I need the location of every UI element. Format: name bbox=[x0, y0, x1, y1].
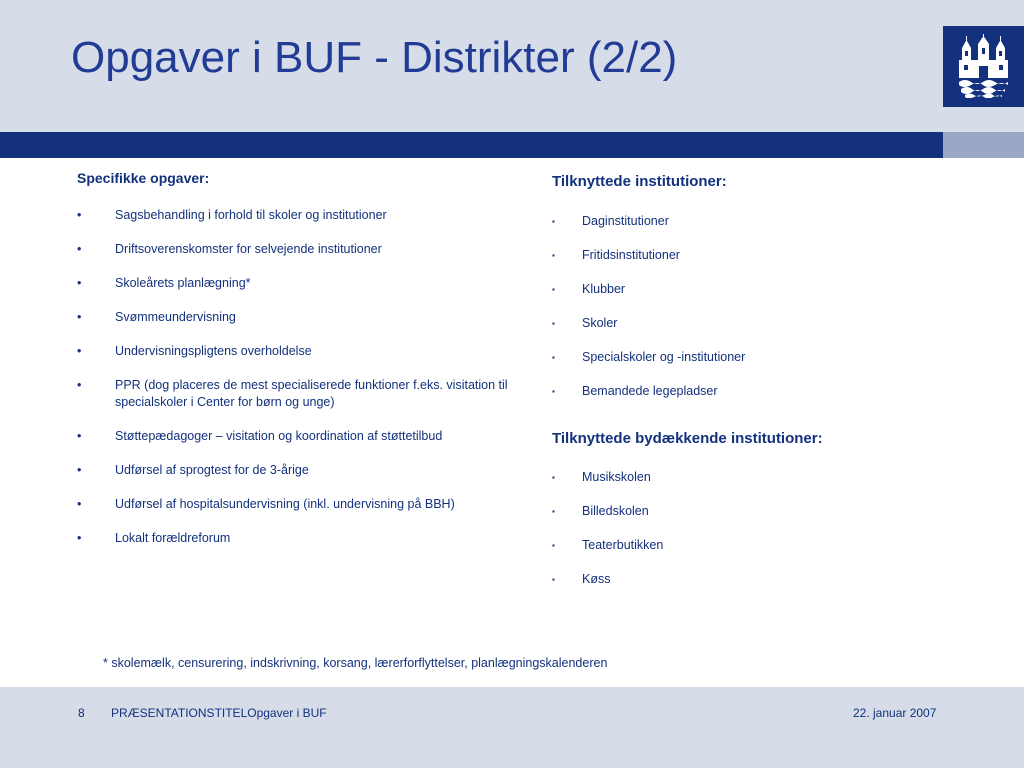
list-item-text: Specialskoler og -institutioner bbox=[582, 350, 746, 364]
list-item bbox=[552, 571, 952, 588]
list-item-text: Køss bbox=[582, 572, 611, 586]
list-item bbox=[552, 383, 952, 400]
affiliated-institutions-list bbox=[552, 213, 952, 400]
slide-footer bbox=[0, 687, 1024, 768]
presentation-title: PRÆSENTATIONSTITELOpgaver i BUF bbox=[111, 706, 327, 720]
specific-tasks-list bbox=[77, 207, 522, 547]
bullet-icon: • bbox=[77, 344, 82, 358]
square-bullet-icon: ▪ bbox=[552, 473, 555, 482]
square-bullet-icon: ▪ bbox=[552, 285, 555, 294]
affiliated-institutions-heading: Tilknyttede institutioner: bbox=[552, 173, 727, 190]
bullet-icon: • bbox=[77, 531, 82, 545]
list-item-text: Sagsbehandling i forhold til skoler og institutioner bbox=[115, 208, 387, 222]
list-item bbox=[77, 275, 522, 292]
page-number: 8 bbox=[78, 706, 85, 720]
square-bullet-icon: ▪ bbox=[552, 251, 555, 260]
slide-date: 22. januar 2007 bbox=[853, 706, 937, 720]
bullet-icon: • bbox=[77, 378, 82, 392]
list-item bbox=[552, 281, 952, 298]
square-bullet-icon: ▪ bbox=[552, 507, 555, 516]
list-item-text: Skoler bbox=[582, 316, 618, 330]
bullet-icon: • bbox=[77, 429, 82, 443]
list-item-text: Driftsoverenskomster for selvejende institutioner bbox=[115, 242, 382, 256]
citywide-institutions-heading: Tilknyttede bydækkende institutioner: bbox=[552, 430, 823, 447]
square-bullet-icon: ▪ bbox=[552, 353, 555, 362]
list-item bbox=[77, 530, 522, 547]
list-item bbox=[552, 213, 952, 230]
bullet-icon: • bbox=[77, 463, 82, 477]
list-item-text: Støttepædagoger – visitation og koordination af støttetilbud bbox=[115, 429, 443, 443]
square-bullet-icon: ▪ bbox=[552, 217, 555, 226]
affiliated-institutions-section bbox=[552, 173, 952, 605]
specific-tasks-section bbox=[77, 170, 522, 564]
square-bullet-icon: ▪ bbox=[552, 541, 555, 550]
list-item bbox=[552, 503, 952, 520]
list-item-text: Udførsel af sprogtest for de 3-årige bbox=[115, 463, 309, 477]
footnote: * skolemælk, censurering, indskrivning, korsang, lærerforflyttelser, planlægningskalenderen bbox=[103, 656, 608, 670]
list-item bbox=[552, 315, 952, 332]
bullet-icon: • bbox=[77, 497, 82, 511]
logo-box bbox=[943, 26, 1024, 107]
list-item-text: PPR (dog placeres de mest specialiserede funktioner f.eks. visitation til specialskoler i Center for børn og unge) bbox=[115, 378, 508, 409]
list-item-text: Udførsel af hospitalsundervisning (inkl. undervisning på BBH) bbox=[115, 497, 455, 511]
header-band-accent bbox=[943, 132, 1024, 158]
bullet-icon: • bbox=[77, 242, 82, 256]
bullet-icon: • bbox=[77, 276, 82, 290]
list-item-text: Fritidsinstitutioner bbox=[582, 248, 680, 262]
list-item bbox=[77, 309, 522, 326]
list-item-text: Lokalt forældreforum bbox=[115, 531, 231, 545]
list-item bbox=[77, 428, 522, 445]
slide-title: Opgaver i BUF - Distrikter (2/2) bbox=[71, 33, 678, 82]
copenhagen-coat-of-arms-icon bbox=[955, 34, 1012, 98]
square-bullet-icon: ▪ bbox=[552, 319, 555, 328]
list-item-text: Skoleårets planlægning* bbox=[115, 276, 251, 290]
list-item bbox=[552, 469, 952, 486]
list-item-text: Billedskolen bbox=[582, 504, 649, 518]
list-item bbox=[77, 241, 522, 258]
list-item-text: Klubber bbox=[582, 282, 626, 296]
list-item-text: Musikskolen bbox=[582, 470, 651, 484]
list-item bbox=[552, 537, 952, 554]
list-item bbox=[552, 247, 952, 264]
list-item bbox=[77, 496, 522, 513]
bullet-icon: • bbox=[77, 208, 82, 222]
list-item bbox=[77, 377, 522, 411]
list-item-text: Teaterbutikken bbox=[582, 538, 664, 552]
list-item-text: Undervisningspligtens overholdelse bbox=[115, 344, 312, 358]
list-item bbox=[77, 343, 522, 360]
square-bullet-icon: ▪ bbox=[552, 387, 555, 396]
list-item-text: Svømmeundervisning bbox=[115, 310, 236, 324]
list-item-text: Bemandede legepladser bbox=[582, 384, 718, 398]
list-item bbox=[77, 462, 522, 479]
bullet-icon: • bbox=[77, 310, 82, 324]
list-item-text: Daginstitutioner bbox=[582, 214, 669, 228]
header-band bbox=[0, 132, 943, 158]
list-item bbox=[552, 349, 952, 366]
square-bullet-icon: ▪ bbox=[552, 575, 555, 584]
list-item bbox=[77, 207, 522, 224]
citywide-institutions-list bbox=[552, 469, 952, 588]
specific-tasks-heading: Specifikke opgaver: bbox=[77, 170, 210, 186]
